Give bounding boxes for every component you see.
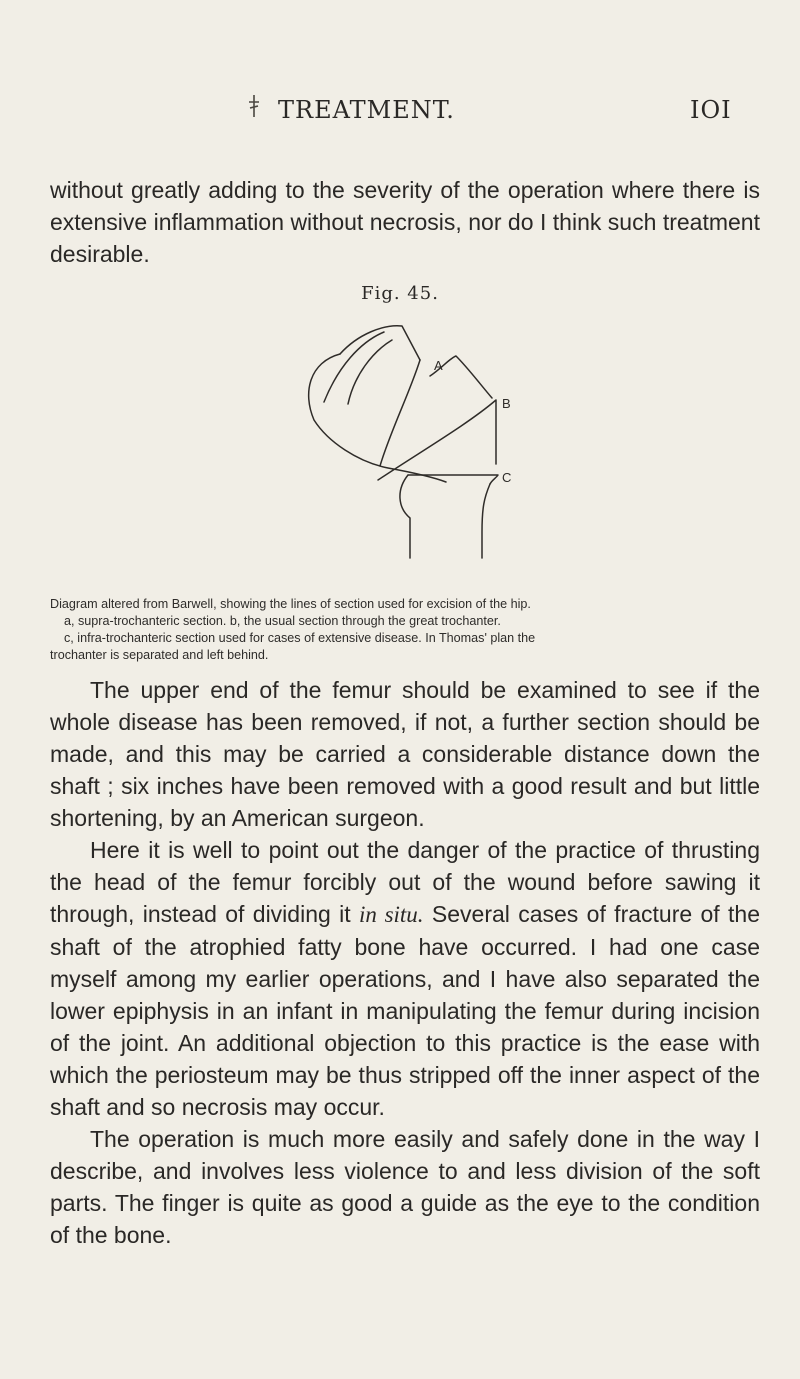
shaft-right: [482, 484, 490, 558]
diagram-label-b: B: [502, 396, 511, 411]
main-text: [50, 674, 760, 1251]
printer-mark-icon: [247, 94, 261, 118]
caption-line-4: trochanter is separated and left behind.: [50, 648, 269, 662]
section-line-a: [380, 360, 420, 466]
paragraph-2-start: Here it is well to point out the danger of the practice of thrusting the head of the femur forcibly out of the wound before sawing it through, instead of dividing it: [50, 837, 760, 927]
head-inner-arc-2: [348, 340, 392, 404]
diagram-label-a: A: [434, 358, 443, 373]
caption-line-1: Diagram altered from Barwell, showing the lines of section used for excision of the hip.: [50, 597, 531, 611]
shaft-left: [400, 475, 410, 558]
paragraph-2-end: Several cases of fracture of the shaft of the atrophied fatty bone have occurred. I had one case myself among my earlier operations, and I have also separated the lower epiphysis in an infant in manipulating the femur during incision of the joint. An additional objection to this practice is the ease with which the periosteum may be thus stripped off the inner aspect of the shaft and so necrosis may occur.: [50, 901, 760, 1120]
paragraph-2: [50, 834, 760, 1123]
section-line-b: [378, 400, 496, 480]
intro-text: without greatly adding to the severity of the operation where there is extensive inflammation without necrosis, nor do I think such treatment desirable.: [50, 177, 760, 267]
caption-line-2: a, supra-trochanteric section. b, the usual section through the great trochanter.: [64, 614, 501, 628]
head-inner-arc: [324, 332, 384, 402]
femoral-head-outline: [309, 354, 446, 482]
figure-caption: [50, 596, 760, 664]
running-header: [0, 92, 800, 128]
hip-section-diagram: [280, 312, 540, 572]
page-number: IOI: [690, 96, 732, 124]
header-title: TREATMENT.: [278, 96, 455, 124]
section-line-c: [408, 475, 498, 484]
paragraph-1: The upper end of the femur should be examined to see if the whole disease has been removed, if not, a further section should be made, and this may be carried a considerable distance down the shaft ; six inches have been removed with a good result and but little shortening, by an American surgeon.: [50, 677, 760, 831]
intro-paragraph: [50, 174, 760, 270]
figure-label: Fig. 45.: [361, 283, 439, 304]
diagram-label-c: C: [502, 470, 512, 485]
paragraph-3: The operation is much more easily and safely done in the way I describe, and involves less violence to and less division of the soft parts. The finger is quite as good a guide as the eye to the condition of the bone.: [50, 1126, 760, 1248]
paragraph-2-italic: in situ.: [358, 902, 424, 927]
caption-line-3: c, infra-trochanteric section used for cases of extensive disease. In Thomas' plan the: [64, 631, 536, 645]
